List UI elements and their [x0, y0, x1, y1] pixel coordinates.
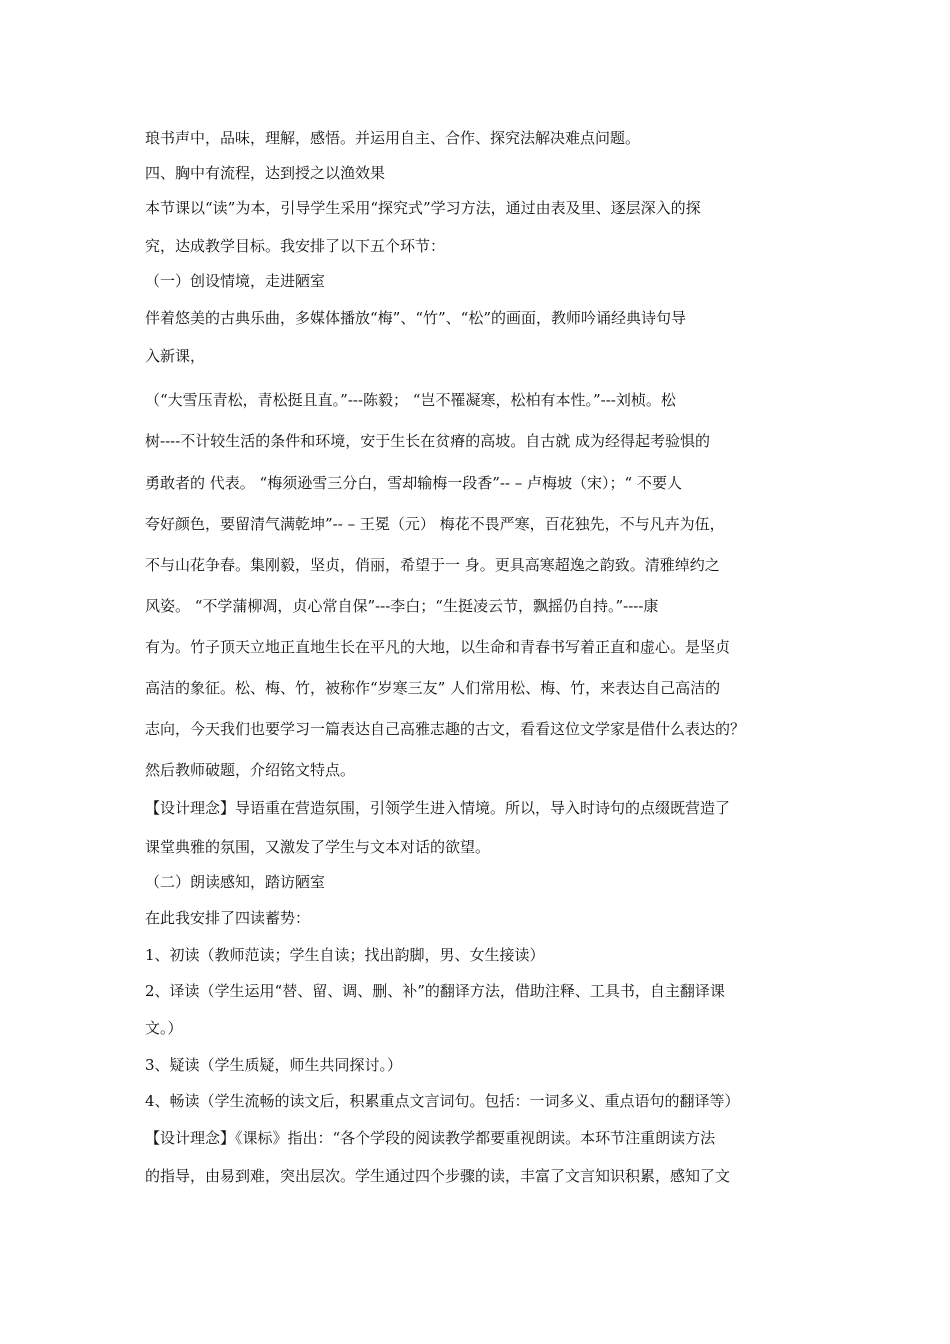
text-line: 树----不计较生活的条件和环境，安于生长在贫瘠的高坡。自古就 成为经得起考验惧的	[145, 432, 711, 450]
text-line: 高洁的象征。松、梅、竹，被称作“岁寒三友” 人们常用松、梅、竹，来表达自己高洁的	[145, 679, 721, 697]
text-line: 本节课以“读”为本，引导学生采用“探究式”学习方法，通过由表及里、逐层深入的探	[145, 199, 701, 217]
text-line: 琅书声中，品味，理解，感悟。并运用自主、合作、探究法解决难点问题。	[145, 129, 641, 147]
subsection-heading: （二）朗读感知，踏访陋室	[145, 873, 326, 891]
subsection-heading: （一）创设情境，走进陋室	[145, 272, 326, 290]
text-line: （“大雪压青松，青松挺且直。”---陈毅； “岂不罹凝寒，松柏有本性。”---刘桢。松	[145, 391, 676, 409]
text-line: 风姿。 “不学蒲柳凋，贞心常自保”---李白；“生挺凌云节，飘摇仍自持。”----康	[145, 597, 659, 615]
text-line: 有为。竹子顶天立地正直地生长在平凡的大地，以生命和青春书写着正直和虚心。是坚贞	[145, 638, 731, 656]
text-line: 夸好颜色，要留清气满乾坤”-- – 王冕（元） 梅花不畏严寒，百花独先，不与凡卉为伍，	[145, 515, 725, 533]
text-line: 课堂典雅的氛围，又激发了学生与文本对话的欲望。	[145, 838, 491, 856]
text-line: 勇敢者的 代表。 “梅须逊雪三分白，雪却输梅一段香”-- – 卢梅坡（宋）；“ 不要人	[145, 474, 682, 492]
list-item: 4、畅读（学生流畅的读文后，积累重点文言词句。包括：一词多义、重点语句的翻译等）	[145, 1092, 740, 1110]
design-note: 【设计理念】《课标》指出：“各个学段的阅读教学都要重视朗读。本环节注重朗读方法	[145, 1129, 716, 1147]
text-line: 的指导，由易到难，突出层次。学生通过四个步骤的读，丰富了文言知识积累，感知了文	[145, 1167, 731, 1185]
list-item: 3、疑读（学生质疑，师生共同探讨。）	[145, 1056, 403, 1074]
text-line: 究，达成教学目标。我安排了以下五个环节：	[145, 237, 446, 255]
design-note: 【设计理念】导语重在营造氛围，引领学生进入情境。所以，导入时诗句的点缀既营造了	[145, 799, 731, 817]
list-item: 1、初读（教师范读；学生自读；找出韵脚，男、女生接读）	[145, 946, 545, 964]
text-line: 入新课，	[145, 347, 206, 365]
text-line: 然后教师破题，介绍铭文特点。	[145, 761, 356, 779]
text-line: 在此我安排了四读蓄势：	[145, 909, 311, 927]
text-line: 伴着悠美的古典乐曲，多媒体播放“梅”、“竹”、“松”的画面，教师吟诵经典诗句导	[145, 309, 687, 327]
text-line: 志向，今天我们也要学习一篇表达自己高雅志趣的古文，看看这位文学家是借什么表达的？	[145, 720, 746, 738]
section-heading: 四、胸中有流程，达到授之以渔效果	[145, 164, 386, 182]
list-item: 2、译读（学生运用“替、留、调、删、补”的翻译方法，借助注释、工具书，自主翻译课	[145, 982, 725, 1000]
text-line: 不与山花争春。集刚毅，坚贞，俏丽，希望于一 身。更具高寒超逸之韵致。清雅绰约之	[145, 556, 720, 574]
text-line: 文。）	[145, 1019, 183, 1037]
